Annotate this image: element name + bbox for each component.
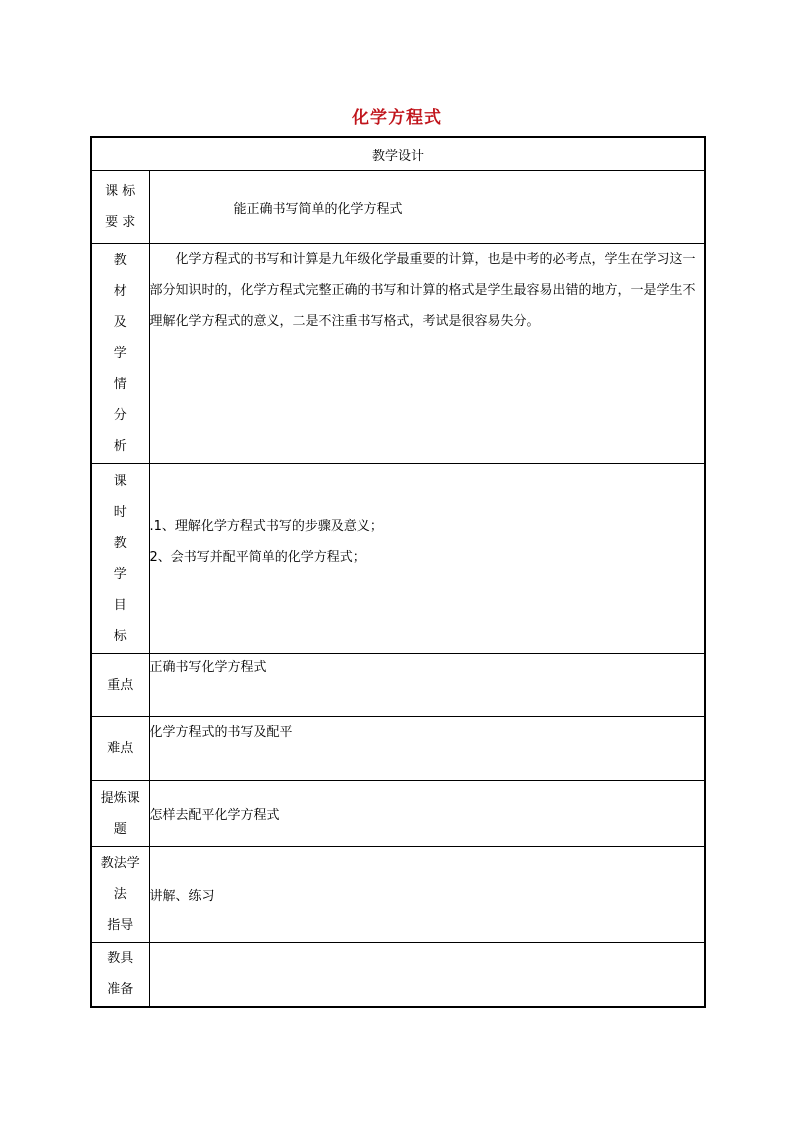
analysis-text: 化学方程式的书写和计算是九年级化学最重要的计算，也是中考的必考点，学生在学习这一部分知识时的，化学方程式完整正确的书写和计算的格式是学生最容易出错的地方，一是学生不理解化学方程式的意义，二是不注重书写格式，考试是很容易失分。 [149,244,705,464]
row-key-point [91,654,705,717]
label-line: 学 [113,566,127,582]
label-line: 析 [113,439,127,454]
tools-text [149,943,705,1007]
table-header: 教学设计 [91,137,705,171]
label-objectives [91,464,149,654]
label-line: 准备 [107,982,134,998]
label-line: 指导 [107,918,134,933]
label-difficulty: 难点 [91,717,149,781]
label-line: 学 [113,346,127,361]
label-line: 法 [113,887,127,902]
table-header-row [91,137,705,171]
content-curriculum [149,171,705,244]
page-title: 化学方程式 [352,108,442,128]
row-curriculum [91,171,705,244]
objective-item: .1、理解化学方程式书写的步骤及意义； [149,518,383,534]
label-line: 标 [113,628,127,644]
lesson-design-table [90,136,706,1008]
row-objectives [91,464,705,654]
label-line: 要 求 [105,215,136,230]
label-curriculum [91,171,149,244]
row-analysis [91,244,705,464]
label-analysis [91,244,149,464]
label-line: 教具 [107,951,134,967]
row-method [91,847,705,943]
label-key-point: 重点 [91,654,149,717]
row-tools [91,943,705,1007]
label-line: 及 [113,315,127,330]
curriculum-text: 能正确书写简单的化学方程式 [233,201,403,217]
content-objectives [149,464,705,654]
label-line: 情 [113,377,127,392]
objective-item: 2、会书写并配平简单的化学方程式； [149,549,366,565]
label-line: 教 [113,253,127,268]
label-line: 目 [113,597,127,613]
label-line: 题 [113,821,127,837]
label-line: 课 标 [105,184,136,199]
method-text: 讲解、练习 [149,847,705,943]
label-line: 教法学 [100,856,140,871]
label-line: 课 [113,473,127,489]
label-line: 材 [113,284,127,299]
label-line: 提炼课 [100,790,140,806]
difficulty-text: 化学方程式的书写及配平 [149,717,705,781]
label-method [91,847,149,943]
key-point-text: 正确书写化学方程式 [149,654,705,717]
label-line: 时 [113,504,127,520]
label-tools [91,943,149,1007]
label-refined-topic [91,781,149,847]
label-line: 分 [113,408,127,423]
row-refined-topic [91,781,705,847]
row-difficulty [91,717,705,781]
refined-topic-text: 怎样去配平化学方程式 [149,781,705,847]
label-line: 教 [113,535,127,551]
